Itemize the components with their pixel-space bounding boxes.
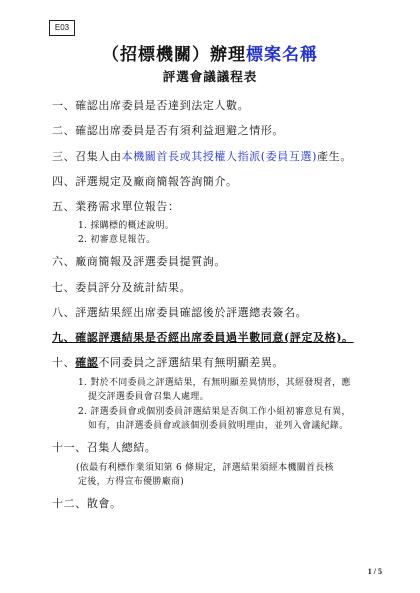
agenda-item-3-convener: 本機關首長或其授權人指派(委員互選) xyxy=(121,150,317,163)
agenda-item-5-sub-1: 1. 採購標的概述說明。 xyxy=(78,221,175,231)
agenda-item-1: 一、確認出席委員是否達到法定人數。 xyxy=(52,99,250,112)
agenda-item-7: 七、委員評分及統計結果。 xyxy=(52,281,192,294)
agenda-item-9: 九、確認評選結果是否經出席委員過半數同意(評定及格)。 xyxy=(52,331,354,344)
agenda-item-3-suffix: 產生。 xyxy=(317,150,352,163)
agenda-item-5: 五、業務需求單位報告： xyxy=(52,200,180,213)
agenda-item-4: 四、評選規定及廠商簡報答詢簡介。 xyxy=(52,175,238,188)
agenda-item-3-prefix: 三、召集人由 xyxy=(52,150,122,163)
page-number: 1 / 5 xyxy=(367,567,382,576)
agenda-item-5-sub-2: 2. 初審意見報告。 xyxy=(78,235,156,245)
agenda-item-11: 十一、召集人總結。 xyxy=(52,441,157,454)
agenda-item-10-sub-1-line-1: 1. 對於不同委員之評選結果，有無明顯差異情形，其經發現者，應 xyxy=(78,378,351,388)
document-title xyxy=(0,40,420,65)
agenda-item-6: 六、廠商簡報及評選委員提質詢。 xyxy=(52,255,226,268)
title-agency: （招標機關）辦理 xyxy=(102,45,246,65)
form-code-box: E03 xyxy=(49,20,75,36)
document-subtitle: 評選會議議程表 xyxy=(162,69,258,84)
agenda-item-10 xyxy=(52,354,284,370)
agenda-item-3 xyxy=(52,148,352,164)
agenda-item-11-note-line-2: 定後，方得宣布優勝廠商) xyxy=(78,477,185,487)
agenda-item-10-confirm: 確認 xyxy=(75,356,99,369)
agenda-item-10-sub-2-line-1: 2. 評選委員會或個別委員評選結果是否與工作小組初審意見有異， xyxy=(78,407,351,417)
agenda-item-8: 八、評選結果經出席委員確認後於評選總表簽名。 xyxy=(52,306,308,319)
agenda-item-10-sub-1-line-2: 提交評選委員會召集人處理。 xyxy=(88,392,209,402)
agenda-item-11-note-line-1: (依最有利標作業須知第 6 條規定，評選結果須經本機關首長核 xyxy=(76,463,334,473)
agenda-item-10-prefix: 十、 xyxy=(52,356,76,369)
title-case-name: 標案名稱 xyxy=(246,45,318,65)
agenda-item-2: 二、確認出席委員是否有須利益迴避之情形。 xyxy=(52,124,284,137)
agenda-item-10-sub-2-line-2: 如有，由評選委員會或該個別委員敘明理由，並列入會議紀錄。 xyxy=(88,421,349,431)
agenda-item-10-suffix: 不同委員之評選結果有無明顯差異。 xyxy=(98,356,285,369)
agenda-item-12: 十二、散會。 xyxy=(52,497,122,510)
